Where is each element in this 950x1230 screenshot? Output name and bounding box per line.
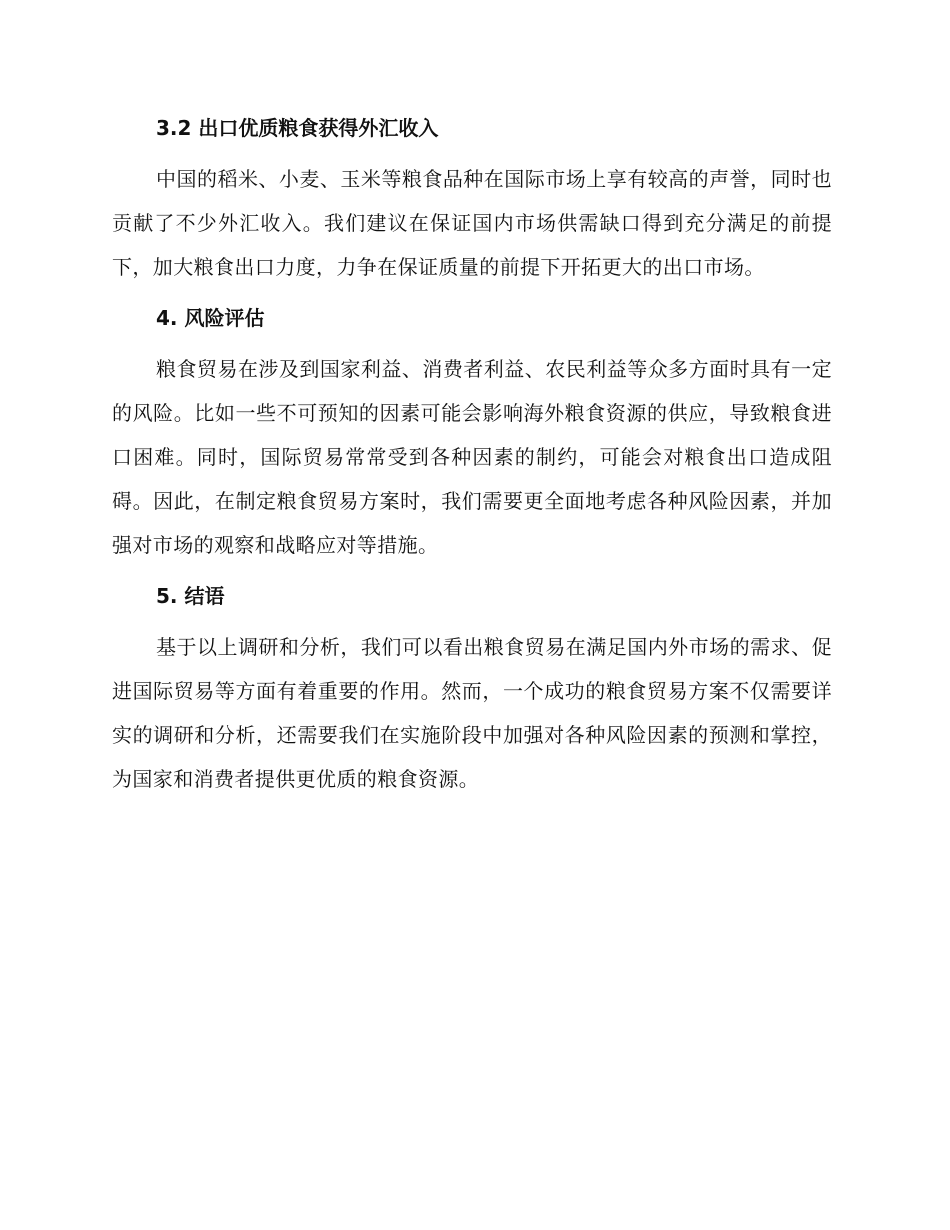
section-paragraph-3-2: 中国的稻米、小麦、玉米等粮食品种在国际市场上享有较高的声誉，同时也贡献了不少外汇收入。我们建议在保证国内市场供需缺口得到充分满足的前提下，加大粮食出口力度，力争在保证质量的前提下开拓更大的出口市场。 <box>112 167 832 279</box>
section-paragraph-5: 基于以上调研和分析，我们可以看出粮食贸易在满足国内外市场的需求、促进国际贸易等方面有着重要的作用。然而，一个成功的粮食贸易方案不仅需要详实的调研和分析，还需要我们在实施阶段中加强对各种风险因素的预测和掌控，为国家和消费者提供更优质的粮食资源。 <box>112 635 832 791</box>
section-heading-5: 5. 结语 <box>156 584 225 608</box>
section-heading-4: 4. 风险评估 <box>156 306 265 330</box>
section-heading-3-2: 3.2 出口优质粮食获得外汇收入 <box>156 116 439 140</box>
section-paragraph-4: 粮食贸易在涉及到国家利益、消费者利益、农民利益等众多方面时具有一定的风险。比如一些不可预知的因素可能会影响海外粮食资源的供应，导致粮食进口困难。同时，国际贸易常常受到各种因素的制约，可能会对粮食出口造成阻碍。因此，在制定粮食贸易方案时，我们需要更全面地考虑各种风险因素，并加强对市场的观察和战略应对等措施。 <box>112 357 832 557</box>
document-body <box>112 113 832 815</box>
